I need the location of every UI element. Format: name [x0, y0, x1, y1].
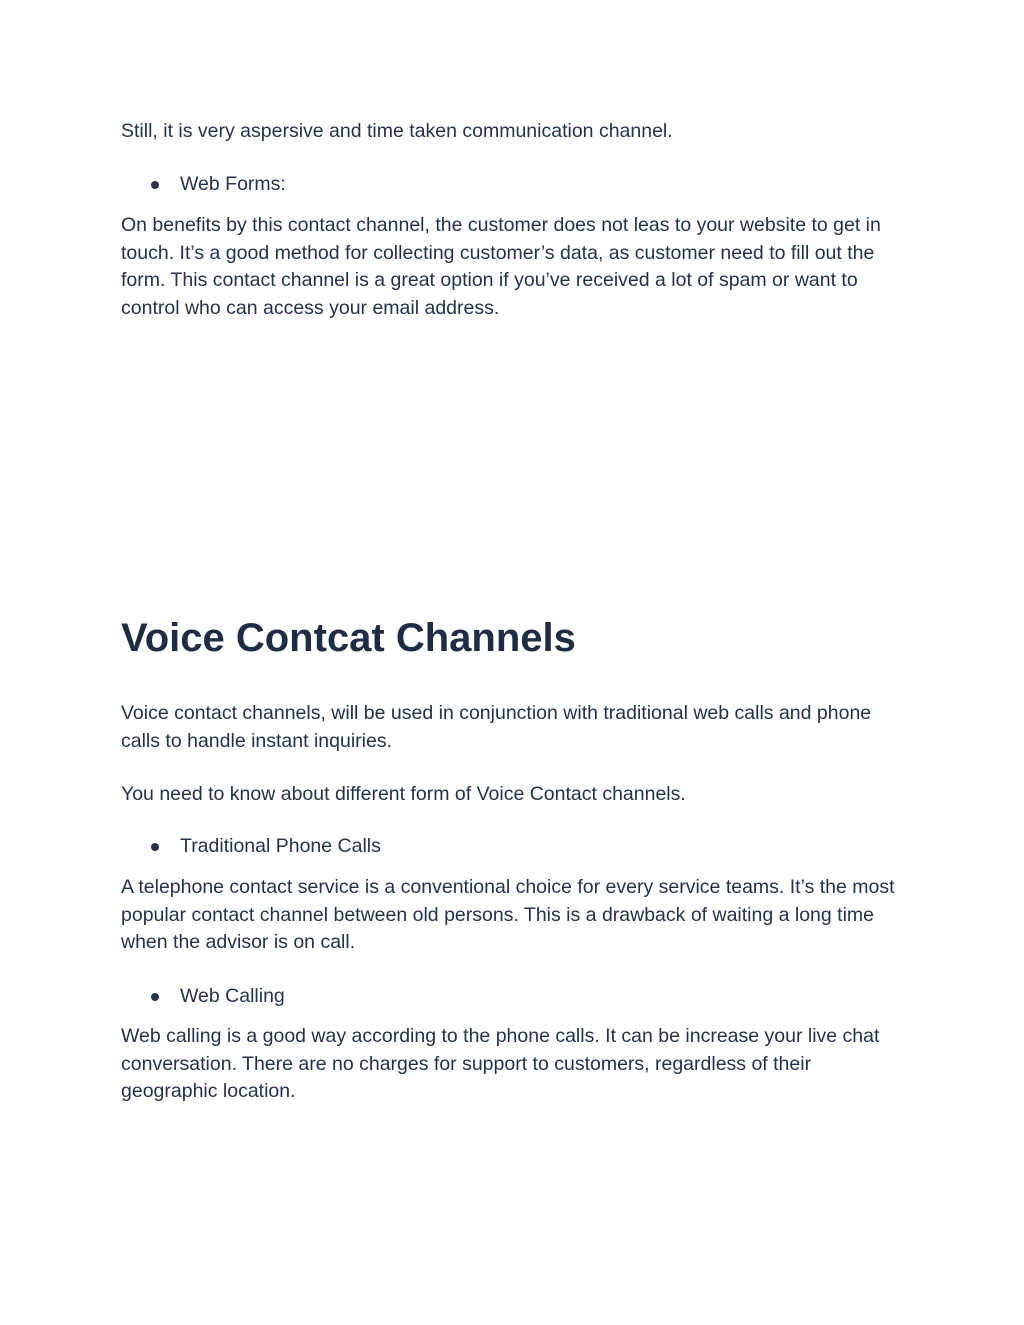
bullet-dot-icon — [151, 181, 159, 189]
bullet-dot-icon — [151, 993, 159, 1001]
bullet-label: Web Forms: — [180, 173, 286, 195]
bullet-web-calling — [151, 983, 285, 1011]
paragraph-phone-calls: A telephone contact service is a conventional choice for every service teams. It’s the most popular contact channel between old persons. This is a drawback of waiting a long time when the advisor is on call. — [121, 876, 895, 953]
paragraph-need-to-know: You need to know about different form of Voice Contact channels. — [121, 783, 686, 805]
bullet-label: Web Calling — [180, 985, 285, 1007]
paragraph-intro: Still, it is very aspersive and time taken communication channel. — [121, 120, 673, 142]
bullet-web-forms — [151, 171, 286, 199]
paragraph-web-calling: Web calling is a good way according to the phone calls. It can be increase your live chat conversation. There are no charges for support to customers, regardless of their geographic location. — [121, 1025, 880, 1102]
section-heading: Voice Contcat Channels — [121, 616, 576, 660]
paragraph-web-forms: On benefits by this contact channel, the customer does not leas to your website to get in touch. It’s a good method for collecting customer’s data, as customer need to fill out the form. This contact channel is a great option if you’ve received a lot of spam or want to control who can access your email address. — [121, 214, 881, 319]
paragraph-voice-intro: Voice contact channels, will be used in conjunction with traditional web calls and phone calls to handle instant inquiries. — [121, 702, 872, 752]
bullet-label: Traditional Phone Calls — [180, 835, 381, 857]
bullet-phone-calls — [151, 833, 381, 861]
bullet-dot-icon — [151, 843, 159, 851]
